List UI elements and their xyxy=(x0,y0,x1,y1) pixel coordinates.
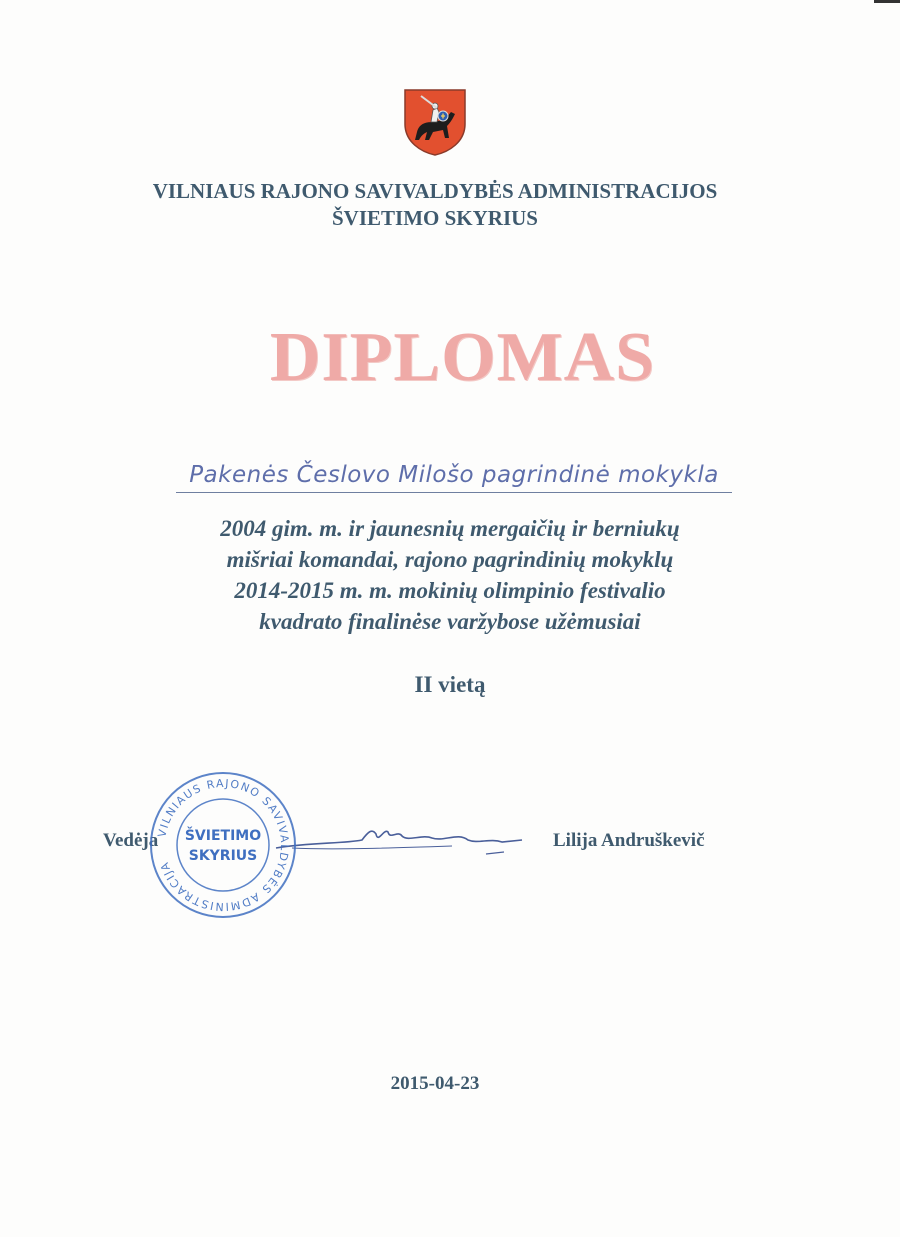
description-line: kvadrato finalinėse varžybose užėmusiai xyxy=(259,609,641,634)
description-line: 2014-2015 m. m. mokinių olimpinio festivalio xyxy=(234,578,666,603)
award-description xyxy=(0,513,900,637)
document-date: 2015-04-23 xyxy=(390,1073,480,1094)
svg-text:VILNIAUS RAJONO SAVIVALDYBĖS A xyxy=(155,777,291,913)
handwritten-signature xyxy=(272,818,532,862)
stamp-inner-line-1: ŠVIETIMO xyxy=(184,828,262,844)
signatory-name: Lilija Andruškevič xyxy=(553,830,705,851)
vytis-shield-icon xyxy=(403,88,467,156)
description-line: mišriai komandai, rajono pagrindinių mokyklų xyxy=(226,547,674,572)
coat-of-arms xyxy=(403,88,467,156)
scan-edge-mark xyxy=(874,0,900,3)
organization-line-2: ŠVIETIMO SKYRIUS xyxy=(332,206,538,230)
organization-line-1: VILNIAUS RAJONO SAVIVALDYBĖS ADMINISTRACIJOS xyxy=(152,179,718,203)
official-stamp xyxy=(148,770,298,920)
document-title: DIPLOMAS xyxy=(269,319,656,396)
description-line: 2004 gim. m. ir jaunesnių mergaičių ir berniukų xyxy=(220,516,680,541)
award-place: II vietą xyxy=(414,672,486,697)
signatory-title: Vedėja xyxy=(103,830,159,851)
recipient-name: Pakenės Česlovo Milošo pagrindinė mokykla xyxy=(189,462,719,488)
stamp-inner-line-2: SKYRIUS xyxy=(188,848,258,864)
stamp-outer-text: VILNIAUS RAJONO SAVIVALDYBĖS ADMINISTRACIJA xyxy=(155,776,292,914)
recipient-underline xyxy=(176,492,732,493)
